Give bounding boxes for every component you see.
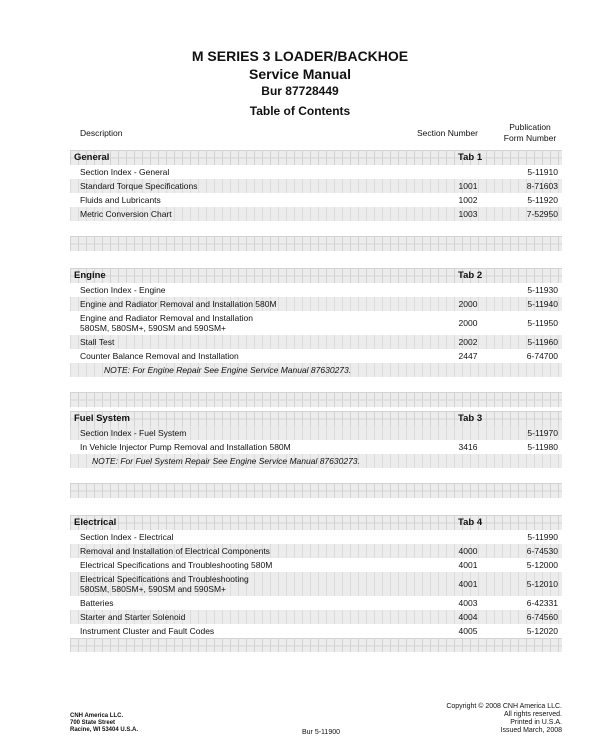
printed-line: Printed in U.S.A. <box>510 719 562 726</box>
row-form-number: 5-12010 <box>526 579 558 589</box>
section-header <box>70 150 562 165</box>
row-section-number: 2447 <box>458 351 478 361</box>
separator-band <box>70 236 562 251</box>
rights-line: All rights reserved. <box>504 711 562 718</box>
section-tab: Tab 4 <box>458 517 483 528</box>
table-row <box>70 440 562 454</box>
row-form-number: 6-42331 <box>526 598 558 608</box>
company-name: CNH America LLC. <box>70 713 124 719</box>
column-header-publication-line1: Publication <box>509 122 551 132</box>
row-description: Section Index - Electrical <box>80 532 174 542</box>
note-row <box>70 454 562 468</box>
row-description: Section Index - Engine <box>80 285 166 295</box>
table-row <box>70 283 562 297</box>
row-description: Instrument Cluster and Fault Codes <box>80 626 215 636</box>
table-row <box>70 426 562 440</box>
section-electrical <box>70 515 562 652</box>
row-form-number: 5-12020 <box>526 626 558 636</box>
footer-form-number: Bur 5-11900 <box>301 729 340 736</box>
row-section-number: 1002 <box>458 195 478 205</box>
section-tab: Tab 2 <box>458 270 483 281</box>
toc-heading: Table of Contents <box>249 104 351 118</box>
separator-band <box>70 483 562 498</box>
table-row <box>70 311 562 335</box>
document-subtitle: Service Manual <box>249 66 351 82</box>
section-end-band <box>70 638 562 652</box>
table-row <box>70 349 562 363</box>
note-text: NOTE: For Engine Repair See Engine Service Manual 87630273. <box>104 365 352 375</box>
row-description: Starter and Starter Solenoid <box>80 612 186 622</box>
column-header-publication-line2: Form Number <box>503 133 557 143</box>
row-description: Section Index - Fuel System <box>80 428 187 438</box>
row-description: Electrical Specifications and Troubleshooting 580M <box>80 560 273 570</box>
row-section-number: 2000 <box>458 299 478 309</box>
row-form-number: 8-71603 <box>526 181 558 191</box>
row-description: Section Index - General <box>80 167 170 177</box>
section-tab: Tab 3 <box>458 413 483 424</box>
section-header <box>70 268 562 283</box>
row-description: Stall Test <box>80 337 115 347</box>
manual-number: Bur 87728449 <box>261 84 339 98</box>
table-row <box>70 572 562 596</box>
note-row <box>70 363 562 377</box>
row-description: Engine and Radiator Removal and Installation 580SM, 580SM+, 590SM and 590SM+ <box>80 313 253 333</box>
table-row <box>70 610 562 624</box>
column-header-description: Description <box>80 128 123 138</box>
section-engine <box>70 268 562 377</box>
row-section-number: 3416 <box>458 442 478 452</box>
table-row <box>70 544 562 558</box>
row-section-number: 1003 <box>458 209 478 219</box>
row-description: Engine and Radiator Removal and Installation 580M <box>80 299 277 309</box>
row-section-number: 4003 <box>458 598 478 608</box>
note-text: NOTE: For Fuel System Repair See Engine Service Manual 87630273. <box>92 456 360 466</box>
column-header-publication <box>498 122 562 144</box>
row-section-number: 4000 <box>458 546 478 556</box>
row-section-number: 2002 <box>458 337 478 347</box>
table-row <box>70 624 562 638</box>
document-title: M SERIES 3 LOADER/BACKHOE <box>191 48 409 64</box>
row-form-number: 5-11980 <box>527 442 558 452</box>
table-row <box>70 530 562 544</box>
section-fuel-system <box>70 411 562 468</box>
row-description: Counter Balance Removal and Installation <box>80 351 239 361</box>
table-row <box>70 558 562 572</box>
row-section-number: 2000 <box>458 318 478 328</box>
section-name: Fuel System <box>74 413 130 424</box>
row-form-number: 5-11950 <box>527 318 558 328</box>
row-form-number: 5-12000 <box>526 560 558 570</box>
row-form-number: 5-11920 <box>527 195 558 205</box>
row-form-number: 5-11930 <box>527 285 558 295</box>
row-section-number: 1001 <box>458 181 478 191</box>
section-name: Engine <box>74 270 106 281</box>
row-section-number: 4001 <box>458 560 478 570</box>
row-description: Batteries <box>80 598 114 608</box>
table-row <box>70 165 562 179</box>
copyright-line: Copyright © 2008 CNH America LLC. <box>446 703 562 710</box>
row-form-number: 5-11910 <box>527 167 558 177</box>
table-row <box>70 297 562 311</box>
row-description: Metric Conversion Chart <box>80 209 172 219</box>
section-tab: Tab 1 <box>458 152 483 163</box>
copyright-block <box>446 703 562 735</box>
section-name: Electrical <box>74 517 117 528</box>
table-row <box>70 335 562 349</box>
company-street: 700 State Street <box>70 720 116 726</box>
row-form-number: 7-52950 <box>526 209 558 219</box>
row-form-number: 6-74560 <box>526 612 558 622</box>
issued-line: Issued March, 2008 <box>500 727 562 734</box>
section-header <box>70 515 562 530</box>
row-description: Standard Torque Specifications <box>80 181 198 191</box>
row-form-number: 5-11940 <box>527 299 558 309</box>
section-name: General <box>74 152 110 163</box>
section-general <box>70 150 562 221</box>
row-form-number: 5-11990 <box>527 532 558 542</box>
row-section-number: 4004 <box>458 612 478 622</box>
row-form-number: 5-11960 <box>527 337 558 347</box>
column-header-section-number: Section Number <box>417 128 478 138</box>
table-row <box>70 596 562 610</box>
row-section-number: 4005 <box>458 626 478 636</box>
separator-band <box>70 392 562 407</box>
row-section-number: 4001 <box>458 579 478 589</box>
row-description: Fluids and Lubricants <box>80 195 161 205</box>
row-description: Electrical Specifications and Troubleshooting 580SM, 580SM+, 590SM and 590SM+ <box>80 574 249 594</box>
row-form-number: 5-11970 <box>527 428 558 438</box>
section-header <box>70 411 562 426</box>
table-row <box>70 207 562 221</box>
row-description: Removal and Installation of Electrical Components <box>80 546 270 556</box>
table-row <box>70 193 562 207</box>
row-description: In Vehicle Injector Pump Removal and Installation 580M <box>80 442 291 452</box>
company-city: Racine, WI 53404 U.S.A. <box>70 727 139 733</box>
table-row <box>70 179 562 193</box>
row-form-number: 6-74530 <box>526 546 558 556</box>
row-form-number: 6-74700 <box>526 351 558 361</box>
